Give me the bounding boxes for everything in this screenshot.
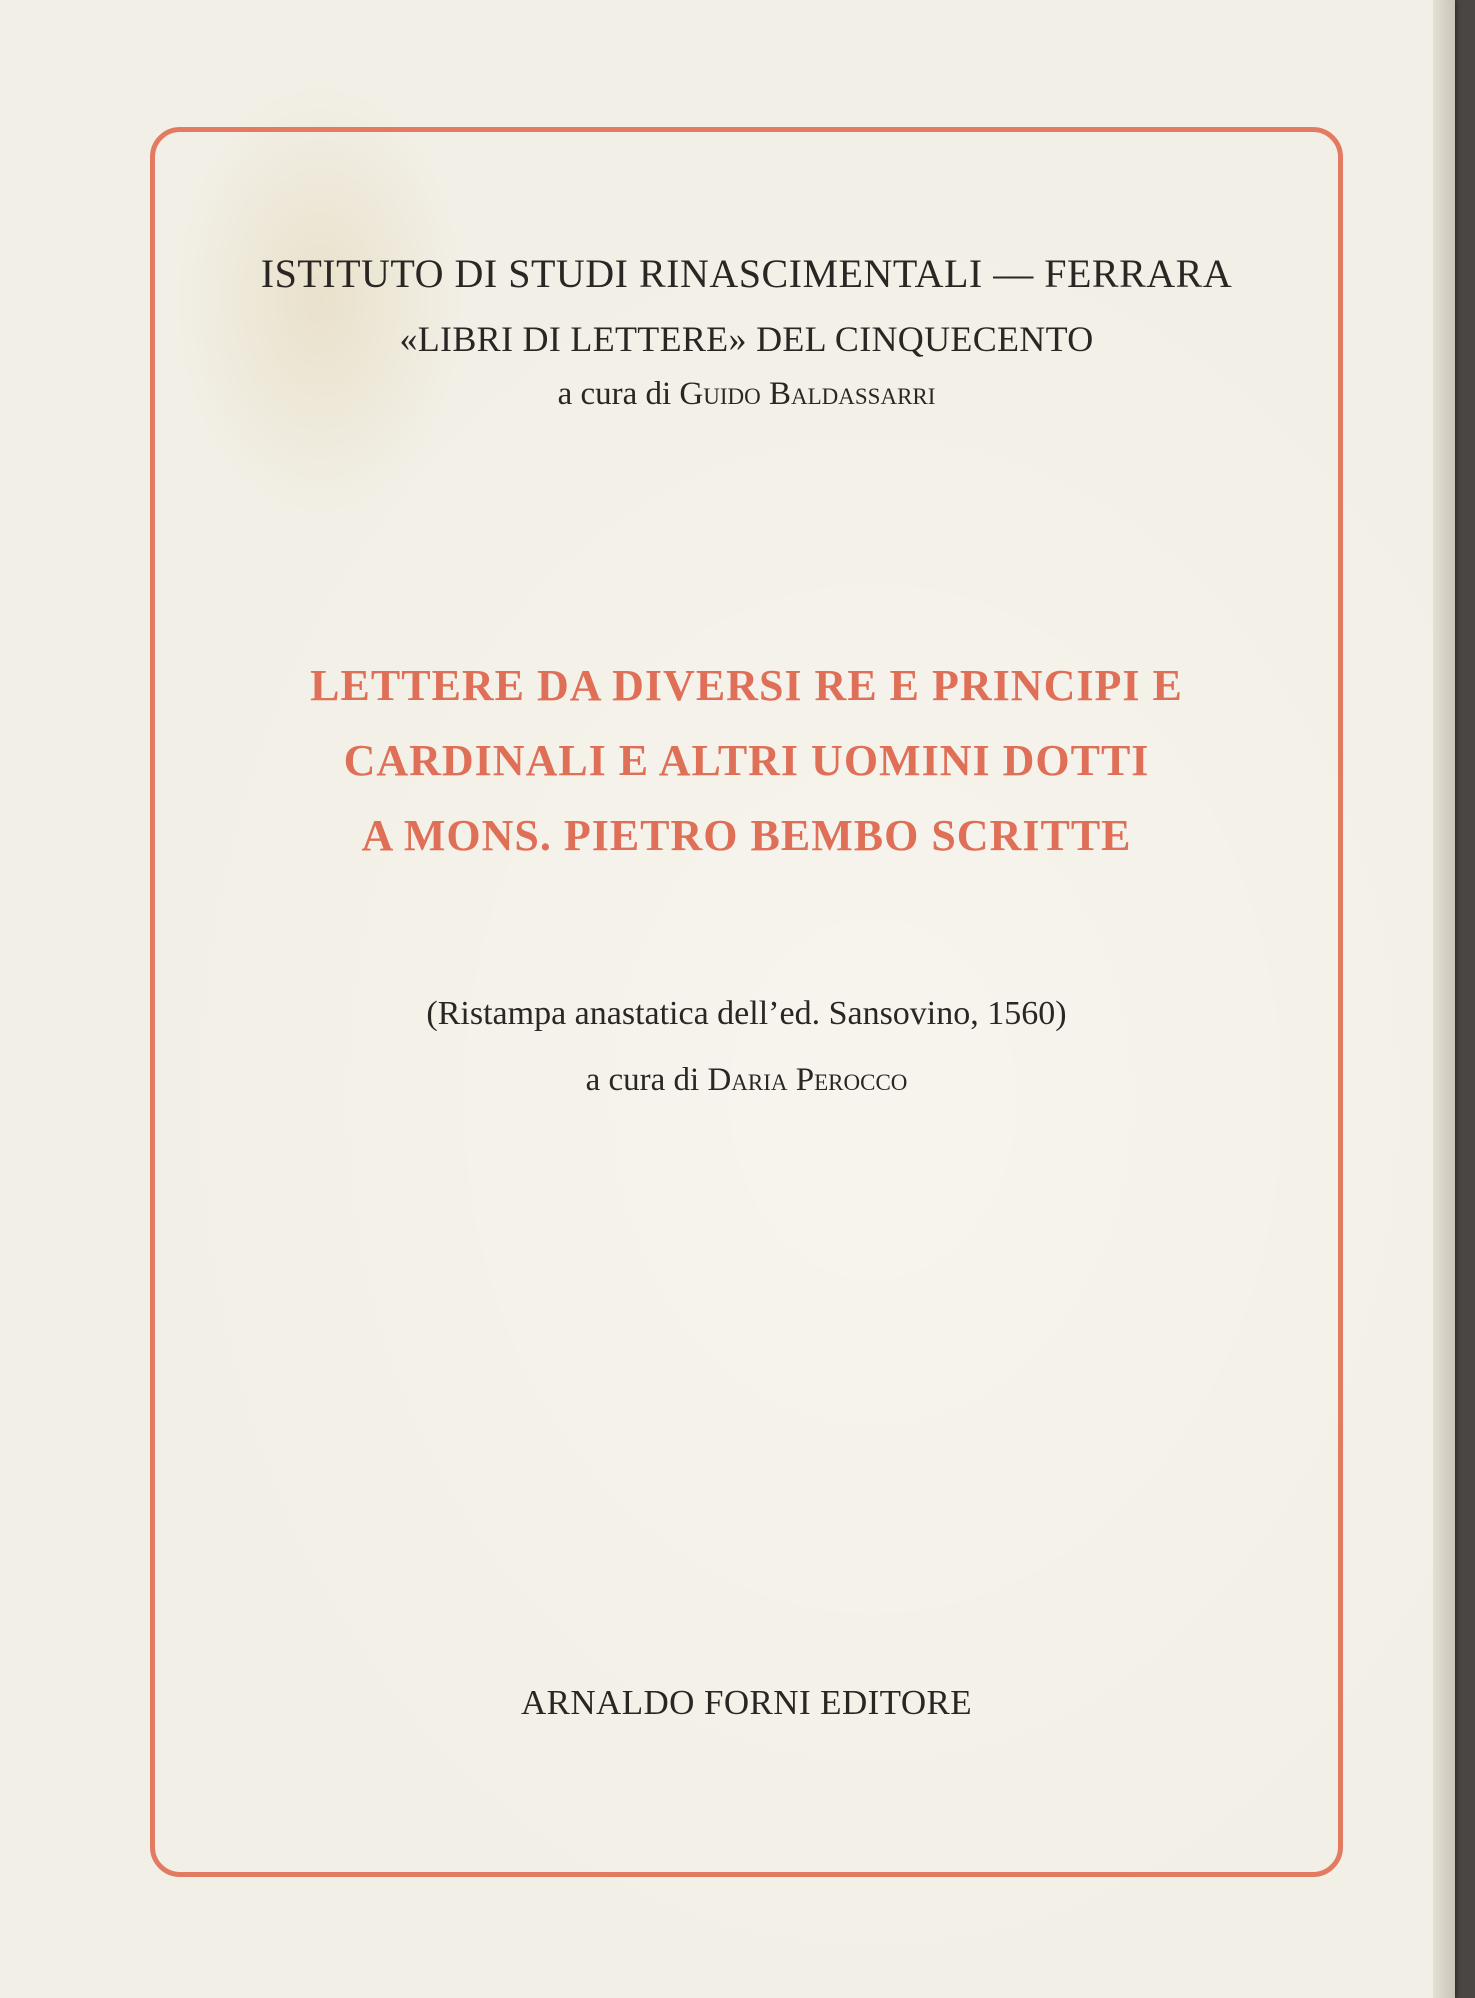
series-curator-name: Guido Baldassarri bbox=[679, 376, 936, 412]
series-curator bbox=[150, 376, 1343, 413]
volume-editor bbox=[150, 1062, 1343, 1099]
series-title: «LIBRI DI LETTERE» DEL CINQUECENTO bbox=[399, 319, 1094, 359]
book-title-line-1: LETTERE DA DIVERSI RE E PRINCIPI E bbox=[310, 661, 1183, 710]
book-title-line-2: CARDINALI E ALTRI UOMINI DOTTI bbox=[343, 736, 1150, 785]
reprint-note: (Ristampa anastatica dell’ed. Sansovino, 1560) bbox=[426, 995, 1067, 1032]
series-curator-prefix: a cura di bbox=[557, 376, 672, 412]
book-title-line-3: A MONS. PIETRO BEMBO SCRITTE bbox=[361, 811, 1132, 860]
publisher-name: ARNALDO FORNI EDITORE bbox=[520, 1683, 973, 1722]
institute-name: ISTITUTO DI STUDI RINASCIMENTALI — FERRARA bbox=[260, 251, 1233, 296]
cover-edge bbox=[1433, 0, 1455, 1998]
volume-editor-prefix: a cura di bbox=[585, 1062, 700, 1098]
volume-editor-name: Daria Perocco bbox=[707, 1062, 908, 1098]
